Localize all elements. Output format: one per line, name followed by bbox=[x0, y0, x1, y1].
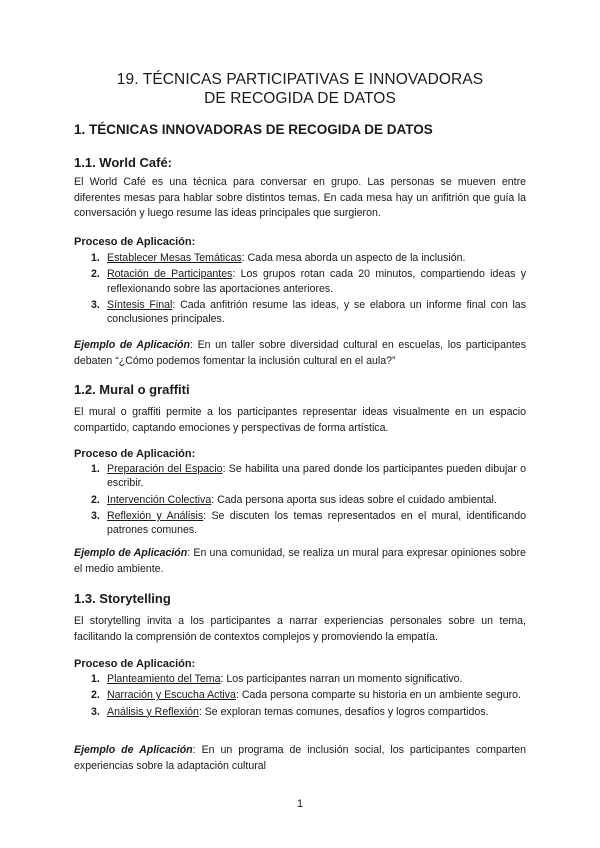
step-number: 2. bbox=[91, 689, 100, 702]
world-cafe-intro: El World Café es una técnica para conversar en grupo. Las personas se mueven entre diferentes mesas para hablar sobre distintos temas. En cada mesa hay un anfitrión que guía la conversación y luego resume las ideas principales que surgieron. bbox=[74, 176, 526, 219]
example-label: Ejemplo de Aplicación bbox=[74, 339, 190, 351]
step-term: Síntesis Final bbox=[107, 298, 173, 311]
example-text: : En una comunidad, se realiza un mural para expresar opiniones sobre el medio ambiente. bbox=[74, 547, 526, 575]
storytelling-process-label: Proceso de Aplicación: bbox=[74, 658, 196, 670]
step-number: 1. bbox=[91, 463, 100, 475]
mural-step bbox=[74, 509, 526, 538]
step-description: : Cada persona aporta sus ideas sobre el cuidado ambiental. bbox=[211, 493, 497, 506]
step-description: : Los grupos rotan cada 20 minutos, compartiendo ideas y reflexionando sobre las aportaciones anteriores. bbox=[107, 268, 526, 295]
mural-example bbox=[74, 546, 526, 577]
step-term: Planteamiento del Tema bbox=[107, 673, 221, 685]
subsection-heading-world-cafe: 1.1. World Café: bbox=[74, 155, 173, 170]
document-title-line-1: 19. TÉCNICAS PARTICIPATIVAS E INNOVADORAS bbox=[116, 71, 484, 88]
world-cafe-process-label: Proceso de Aplicación: bbox=[74, 236, 196, 248]
example-label: Ejemplo de Aplicación bbox=[74, 547, 188, 559]
step-number: 2. bbox=[91, 493, 100, 506]
mural-intro: El mural o graffiti permite a los participantes representar ideas visualmente en un espacio compartido, captando emociones y perspectivas de forma artística. bbox=[74, 406, 526, 434]
document-title-line-2: DE RECOGIDA DE DATOS bbox=[204, 90, 396, 107]
storytelling-steps bbox=[74, 672, 526, 719]
world-cafe-step bbox=[74, 251, 526, 265]
world-cafe-example bbox=[74, 338, 526, 369]
storytelling-step bbox=[74, 688, 526, 702]
storytelling-intro: El storytelling invita a los participantes a narrar experiencias personales sobre un tema, facilitando la comprensión de contextos complejos y promoviendo la empatía. bbox=[74, 615, 526, 643]
mural-step bbox=[74, 462, 526, 491]
step-number: 3. bbox=[91, 705, 100, 718]
step-term: Intervención Colectiva bbox=[107, 493, 212, 506]
example-label: Ejemplo de Aplicación bbox=[74, 744, 193, 756]
mural-steps bbox=[74, 462, 526, 537]
step-number: 3. bbox=[91, 509, 100, 522]
world-cafe-step bbox=[74, 267, 526, 296]
mural-step bbox=[74, 493, 526, 507]
section-heading: 1. TÉCNICAS INNOVADORAS DE RECOGIDA DE DATOS bbox=[74, 122, 433, 137]
mural-process-label: Proceso de Aplicación: bbox=[74, 448, 196, 460]
storytelling-step bbox=[74, 705, 526, 719]
step-number: 2. bbox=[91, 268, 100, 281]
step-description: : Los participantes narran un momento significativo. bbox=[220, 673, 463, 685]
step-term: Análisis y Reflexión bbox=[107, 705, 199, 718]
step-description: : Cada mesa aborda un aspecto de la inclusión. bbox=[241, 252, 466, 264]
step-term: Reflexión y Análisis bbox=[107, 509, 204, 522]
step-description: : Se exploran temas comunes, desafíos y logros compartidos. bbox=[198, 705, 489, 718]
step-term: Preparación del Espacio bbox=[107, 463, 223, 475]
step-number: 1. bbox=[91, 252, 100, 264]
example-text: : En un programa de inclusión social, los participantes comparten experiencias sobre la adaptación cultural bbox=[74, 744, 526, 772]
step-term: Establecer Mesas Temáticas bbox=[107, 252, 242, 264]
document-title bbox=[0, 70, 600, 108]
subsection-heading-mural: 1.2. Mural o graffiti bbox=[74, 382, 190, 397]
step-description: : Cada persona comparte su historia en un ambiente seguro. bbox=[235, 689, 521, 702]
subsection-heading-storytelling: 1.3. Storytelling bbox=[74, 591, 171, 606]
example-text: : En un taller sobre diversidad cultural en escuelas, los participantes debaten “¿Cómo podemos fomentar la inclusión cultural en el aula?” bbox=[74, 339, 526, 367]
step-number: 3. bbox=[91, 298, 100, 311]
world-cafe-steps bbox=[74, 251, 526, 326]
storytelling-example bbox=[74, 743, 526, 774]
step-description: : Cada anfitrión resume las ideas, y se elabora un informe final con las conclusiones principales. bbox=[107, 298, 526, 326]
step-term: Rotación de Participantes bbox=[107, 268, 233, 281]
step-term: Narración y Escucha Activa bbox=[107, 689, 236, 702]
step-description: : Se discuten los temas representados en el mural, identificando patrones comunes. bbox=[107, 509, 526, 537]
world-cafe-step bbox=[74, 298, 526, 327]
step-number: 1. bbox=[91, 673, 100, 685]
step-description: : Se habilita una pared donde los participantes pueden dibujar o escribir. bbox=[107, 463, 526, 490]
storytelling-step bbox=[74, 672, 526, 686]
page-number: 1 bbox=[296, 798, 304, 810]
